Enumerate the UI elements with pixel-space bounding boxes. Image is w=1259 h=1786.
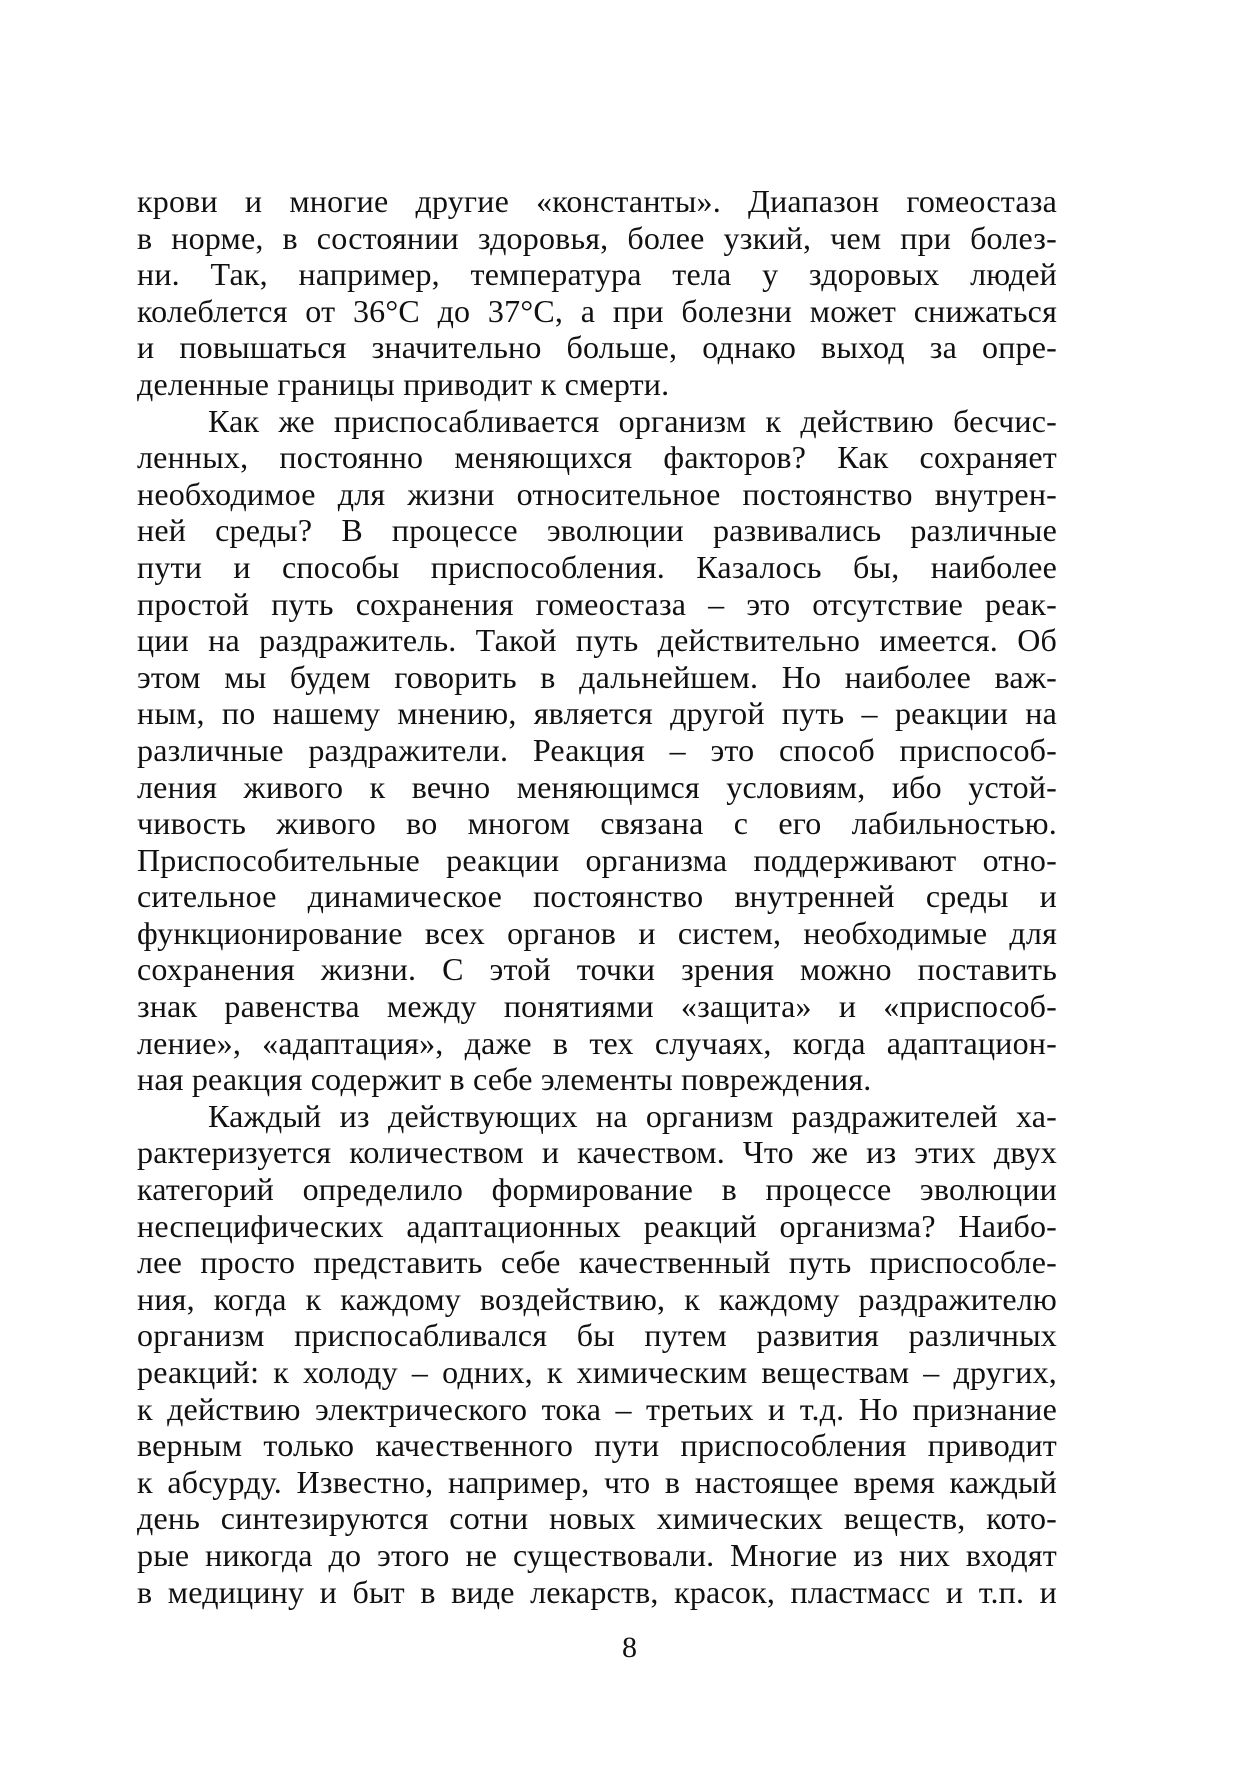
text-line: рактеризуется количеством и качеством. Что же из этих двух <box>137 1134 1057 1171</box>
text-line: день синтезируются сотни новых химических веществ, кото- <box>137 1500 1057 1537</box>
text-line: пути и способы приспособления. Казалось бы, наиболее <box>137 548 1057 585</box>
text-line: к действию электрического тока – третьих и т.д. Но признание <box>137 1390 1057 1427</box>
text-line: ная реакция содержит в себе элементы повреждения. <box>137 1061 872 1098</box>
text-line: и повышаться значительно больше, однако выход за опре- <box>137 329 1057 366</box>
text-line: лее просто представить себе качественный путь приспособле- <box>137 1244 1057 1281</box>
text-line: в норме, в состоянии здоровья, более узкий, чем при болез- <box>137 219 1057 256</box>
text-line: необходимое для жизни относительное постоянство внутрен- <box>137 475 1057 512</box>
text-line: чивость живого во многом связана с его лабильностью. <box>137 805 1057 842</box>
paragraph <box>137 1098 1057 1610</box>
text-line: ния, когда к каждому воздействию, к каждому раздражителю <box>137 1280 1057 1317</box>
text-line: ления живого к вечно меняющимся условиям, ибо устой- <box>137 768 1057 805</box>
text-line: знак равенства между понятиями «защита» и «приспособ- <box>137 988 1057 1025</box>
body-text <box>137 183 1057 1610</box>
text-line: Каждый из действующих на организм раздражителей ха- <box>208 1097 1057 1134</box>
text-line: организм приспосабливался бы путем развития различных <box>137 1317 1057 1354</box>
text-line: категорий определило формирование в процессе эволюции <box>137 1171 1057 1208</box>
text-line: неспецифических адаптационных реакций организма? Наибо- <box>137 1207 1057 1244</box>
page-number: 8 <box>622 1631 637 1664</box>
text-line: функционирование всех органов и систем, необходимые для <box>137 914 1057 951</box>
text-line: колеблется от 36°С до 37°С, а при болезни может снижаться <box>137 292 1057 329</box>
text-line: деленные границы приводит к смерти. <box>137 365 670 402</box>
text-line: ции на раздражитель. Такой путь действительно имеется. Об <box>137 622 1057 659</box>
paragraph <box>137 183 1057 403</box>
text-line: ни. Так, например, температура тела у здоровых людей <box>137 256 1057 293</box>
text-line: Как же приспосабливается организм к действию бесчис- <box>208 402 1057 439</box>
text-line: рые никогда до этого не существовали. Многие из них входят <box>137 1536 1057 1573</box>
text-line: к абсурду. Известно, например, что в настоящее время каждый <box>137 1463 1057 1500</box>
text-line: ным, по нашему мнению, является другой путь – реакции на <box>137 695 1057 732</box>
text-line: этом мы будем говорить в дальнейшем. Но наиболее важ- <box>137 658 1057 695</box>
text-line: верным только качественного пути приспособления приводит <box>137 1427 1057 1464</box>
text-line: сительное динамическое постоянство внутренней среды и <box>137 878 1057 915</box>
text-line: сохранения жизни. С этой точки зрения можно поставить <box>137 951 1057 988</box>
text-line: ленных, постоянно меняющихся факторов? Как сохраняет <box>137 439 1057 476</box>
text-line: реакций: к холоду – одних, к химическим веществам – других, <box>137 1354 1057 1390</box>
text-line: ней среды? В процессе эволюции развивались различные <box>137 512 1057 549</box>
text-line: в медицину и быт в виде лекарств, красок, пластмасс и т.п. и <box>137 1573 1057 1610</box>
text-line: Приспособительные реакции организма поддерживают отно- <box>137 841 1057 878</box>
text-line: простой путь сохранения гомеостаза – это отсутствие реак- <box>137 585 1057 622</box>
text-line: крови и многие другие «константы». Диапазон гомеостаза <box>137 183 1057 219</box>
text-line: ление», «адаптация», даже в тех случаях, когда адаптацион- <box>137 1024 1057 1061</box>
text-line: различные раздражители. Реакция – это способ приспособ- <box>137 731 1057 768</box>
paragraph <box>137 403 1057 1098</box>
